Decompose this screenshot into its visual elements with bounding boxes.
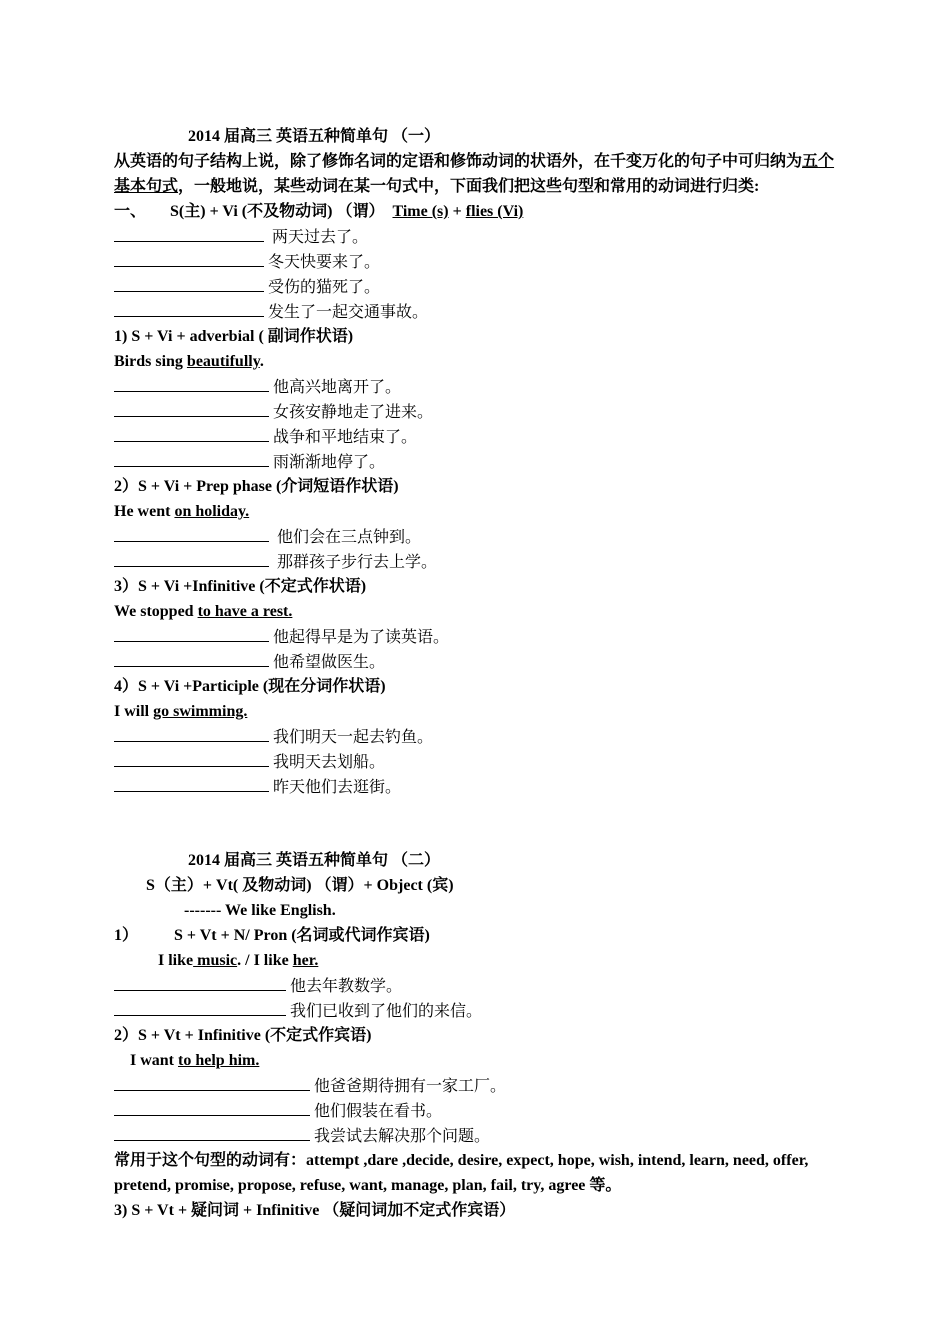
exercise-line: 他们假装在看书。 — [114, 1098, 844, 1123]
exercise-line: 我们明天一起去钓鱼。 — [114, 724, 844, 749]
worksheet-page — [114, 124, 844, 1223]
answer-blank[interactable] — [114, 649, 269, 667]
exercise-line: 受伤的猫死了。 — [114, 274, 844, 299]
exercise-line: 战争和平地结束了。 — [114, 424, 844, 449]
exercise-line: 发生了一起交通事故。 — [114, 299, 844, 324]
exercise-line: 冬天快要来了。 — [114, 249, 844, 274]
verb-list-line: 常用于这个句型的动词有：attempt ,dare ,decide, desire, expect, hope, wish, intend, learn, need, offer, — [114, 1152, 809, 1169]
answer-blank[interactable] — [114, 998, 286, 1016]
answer-blank[interactable] — [114, 749, 269, 767]
answer-blank[interactable] — [114, 299, 264, 317]
exercise-line: 他去年教数学。 — [114, 973, 844, 998]
section-heading: 1） S + Vt + N/ Pron (名词或代词作宾语) — [114, 927, 430, 944]
answer-blank[interactable] — [114, 774, 269, 792]
section-heading: 3）S + Vi +Infinitive (不定式作状语) — [114, 578, 367, 595]
answer-blank[interactable] — [114, 374, 269, 392]
answer-blank[interactable] — [114, 549, 269, 567]
part1-intro: 从英语的句子结构上说，除了修饰名词的定语和修饰动词的状语外，在千变万化的句子中可归纳为五个基本句式，一般地说，某些动词在某一句式中，下面我们把这些句型和常用的动词进行归类: — [114, 153, 835, 195]
section-heading: 3) S + Vt + 疑问词 + Infinitive （疑问词加不定式作宾语） — [114, 1202, 516, 1219]
exercise-line: 我明天去划船。 — [114, 749, 844, 774]
answer-blank[interactable] — [114, 724, 269, 742]
exercise-line: 女孩安静地走了进来。 — [114, 399, 844, 424]
section-heading: 4）S + Vi +Participle (现在分词作状语) — [114, 678, 386, 695]
verb-list-line: pretend, promise, propose, refuse, want, manage, plan, fail, try, agree 等。 — [114, 1177, 622, 1194]
section-heading: 2）S + Vt + Infinitive (不定式作宾语) — [114, 1027, 372, 1044]
answer-blank[interactable] — [114, 449, 269, 467]
exercise-line: 两天过去了。 — [114, 224, 844, 249]
spacer — [114, 799, 844, 848]
example-sentence: We stopped to have a rest. — [114, 603, 293, 620]
part1-title: 2014 届高三 英语五种简单句 （一） — [188, 128, 441, 145]
section-heading: 2）S + Vi + Prep phase (介词短语作状语) — [114, 478, 399, 495]
example-sentence: I will go swimming. — [114, 703, 248, 720]
answer-blank[interactable] — [114, 624, 269, 642]
section-heading: 1) S + Vi + adverbial ( 副词作状语) — [114, 328, 354, 345]
part2-pattern: S（主）+ Vt( 及物动词) （谓）+ Object (宾) — [146, 877, 454, 894]
part2-title: 2014 届高三 英语五种简单句 （二） — [188, 852, 441, 869]
example-sentence: He went on holiday. — [114, 503, 250, 520]
example-sentence: I want to help him. — [130, 1052, 260, 1069]
answer-blank[interactable] — [114, 1098, 310, 1116]
exercise-line: 他起得早是为了读英语。 — [114, 624, 844, 649]
answer-blank[interactable] — [114, 249, 264, 267]
exercise-line: 他希望做医生。 — [114, 649, 844, 674]
answer-blank[interactable] — [114, 1123, 310, 1141]
example-sentence: I like music. / I like her. — [158, 952, 319, 969]
exercise-line: 那群孩子步行去上学。 — [114, 549, 844, 574]
exercise-line: 雨渐渐地停了。 — [114, 449, 844, 474]
answer-blank[interactable] — [114, 274, 264, 292]
part2-pattern-example: ------- We like English. — [184, 902, 336, 919]
exercise-line: 他爸爸期待拥有一家工厂。 — [114, 1073, 844, 1098]
example-sentence: Birds sing beautifully. — [114, 353, 264, 370]
answer-blank[interactable] — [114, 524, 269, 542]
answer-blank[interactable] — [114, 224, 264, 242]
answer-blank[interactable] — [114, 973, 286, 991]
exercise-line: 我尝试去解决那个问题。 — [114, 1123, 844, 1148]
exercise-line: 他们会在三点钟到。 — [114, 524, 844, 549]
exercise-line: 我们已收到了他们的来信。 — [114, 998, 844, 1023]
exercise-line: 昨天他们去逛街。 — [114, 774, 844, 799]
answer-blank[interactable] — [114, 424, 269, 442]
answer-blank[interactable] — [114, 399, 269, 417]
answer-blank[interactable] — [114, 1073, 310, 1091]
part1-pattern: 一、 S(主) + Vi (不及物动词) （谓） Time (s) + flies (Vi) — [114, 203, 524, 220]
exercise-line: 他高兴地离开了。 — [114, 374, 844, 399]
